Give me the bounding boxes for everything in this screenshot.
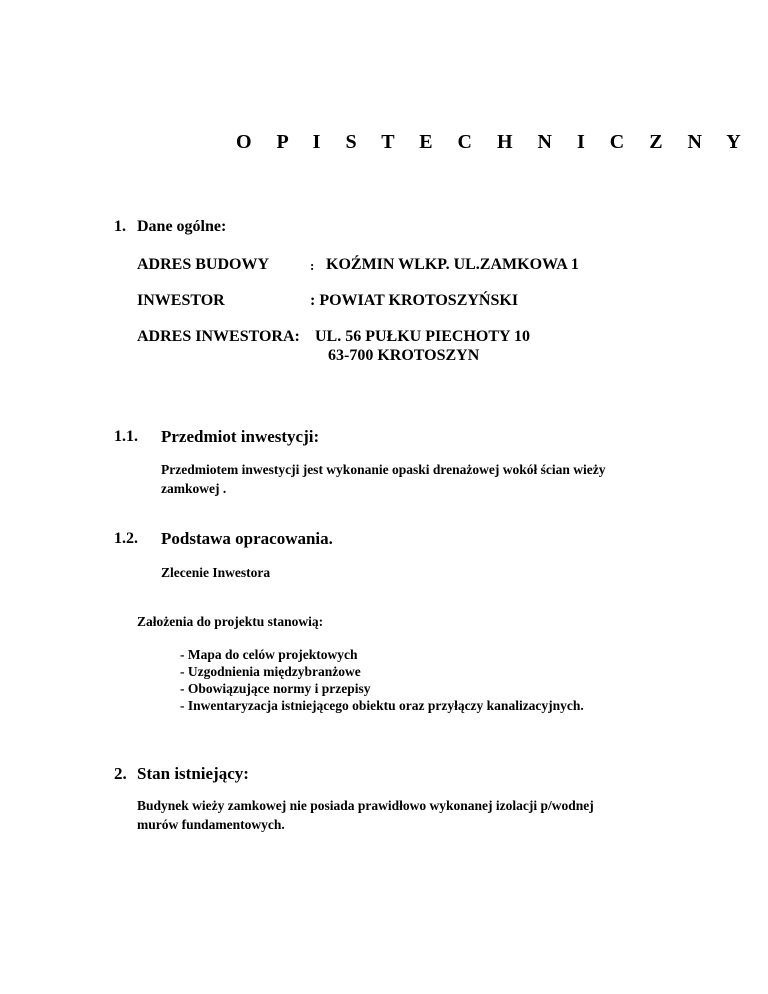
list-item: - Mapa do celów projektowych bbox=[180, 647, 358, 662]
document-title: O P I S T E C H N I C Z N Y bbox=[236, 131, 751, 153]
section-1-1-text-line1: Przedmiotem inwestycji jest wykonanie opaski drenażowej wokół ścian wieży bbox=[161, 462, 606, 477]
section-1-2-number: 1.2. bbox=[114, 530, 138, 547]
adres-inwestora-line1: UL. 56 PUŁKU PIECHOTY 10 bbox=[315, 328, 530, 345]
section-1-number: 1. bbox=[114, 218, 126, 235]
zalozenia-text: Założenia do projektu stanowią: bbox=[137, 614, 324, 629]
adres-budowy-colon: : bbox=[310, 258, 315, 273]
inwestor-value: : POWIAT KROTOSZYŃSKI bbox=[310, 292, 519, 309]
zalozenia-list bbox=[180, 646, 584, 714]
inwestor-label: INWESTOR bbox=[137, 292, 225, 309]
adres-budowy-value: KOŹMIN WLKP. UL.ZAMKOWA 1 bbox=[326, 256, 579, 273]
section-1-1-text bbox=[161, 460, 605, 498]
adres-inwestora-label: ADRES INWESTORA: bbox=[137, 328, 300, 345]
section-2-text bbox=[137, 796, 594, 834]
section-1-1-text-line2: zamkowej . bbox=[161, 481, 227, 496]
adres-inwestora-line2: 63-700 KROTOSZYN bbox=[328, 347, 480, 364]
list-item: - Inwentaryzacja istniejącego obiektu oraz przyłączy kanalizacyjnych. bbox=[180, 698, 584, 713]
section-2-text-line2: murów fundamentowych. bbox=[137, 817, 285, 832]
list-item: - Obowiązujące normy i przepisy bbox=[180, 681, 371, 696]
zlecenie-text: Zlecenie Inwestora bbox=[161, 565, 271, 580]
section-1-1-heading: Przedmiot inwestycji: bbox=[161, 427, 320, 446]
section-1-2-heading: Podstawa opracowania. bbox=[161, 529, 333, 548]
section-2-number: 2. bbox=[114, 764, 127, 783]
section-2-heading: Stan istniejący: bbox=[137, 764, 249, 783]
section-2-text-line1: Budynek wieży zamkowej nie posiada prawidłowo wykonanej izolacji p/wodnej bbox=[137, 798, 594, 813]
section-1-1-number: 1.1. bbox=[114, 428, 138, 445]
section-1-heading: Dane ogólne: bbox=[137, 218, 227, 235]
list-item: - Uzgodnienia międzybranżowe bbox=[180, 664, 361, 679]
adres-budowy-label: ADRES BUDOWY bbox=[137, 256, 270, 273]
